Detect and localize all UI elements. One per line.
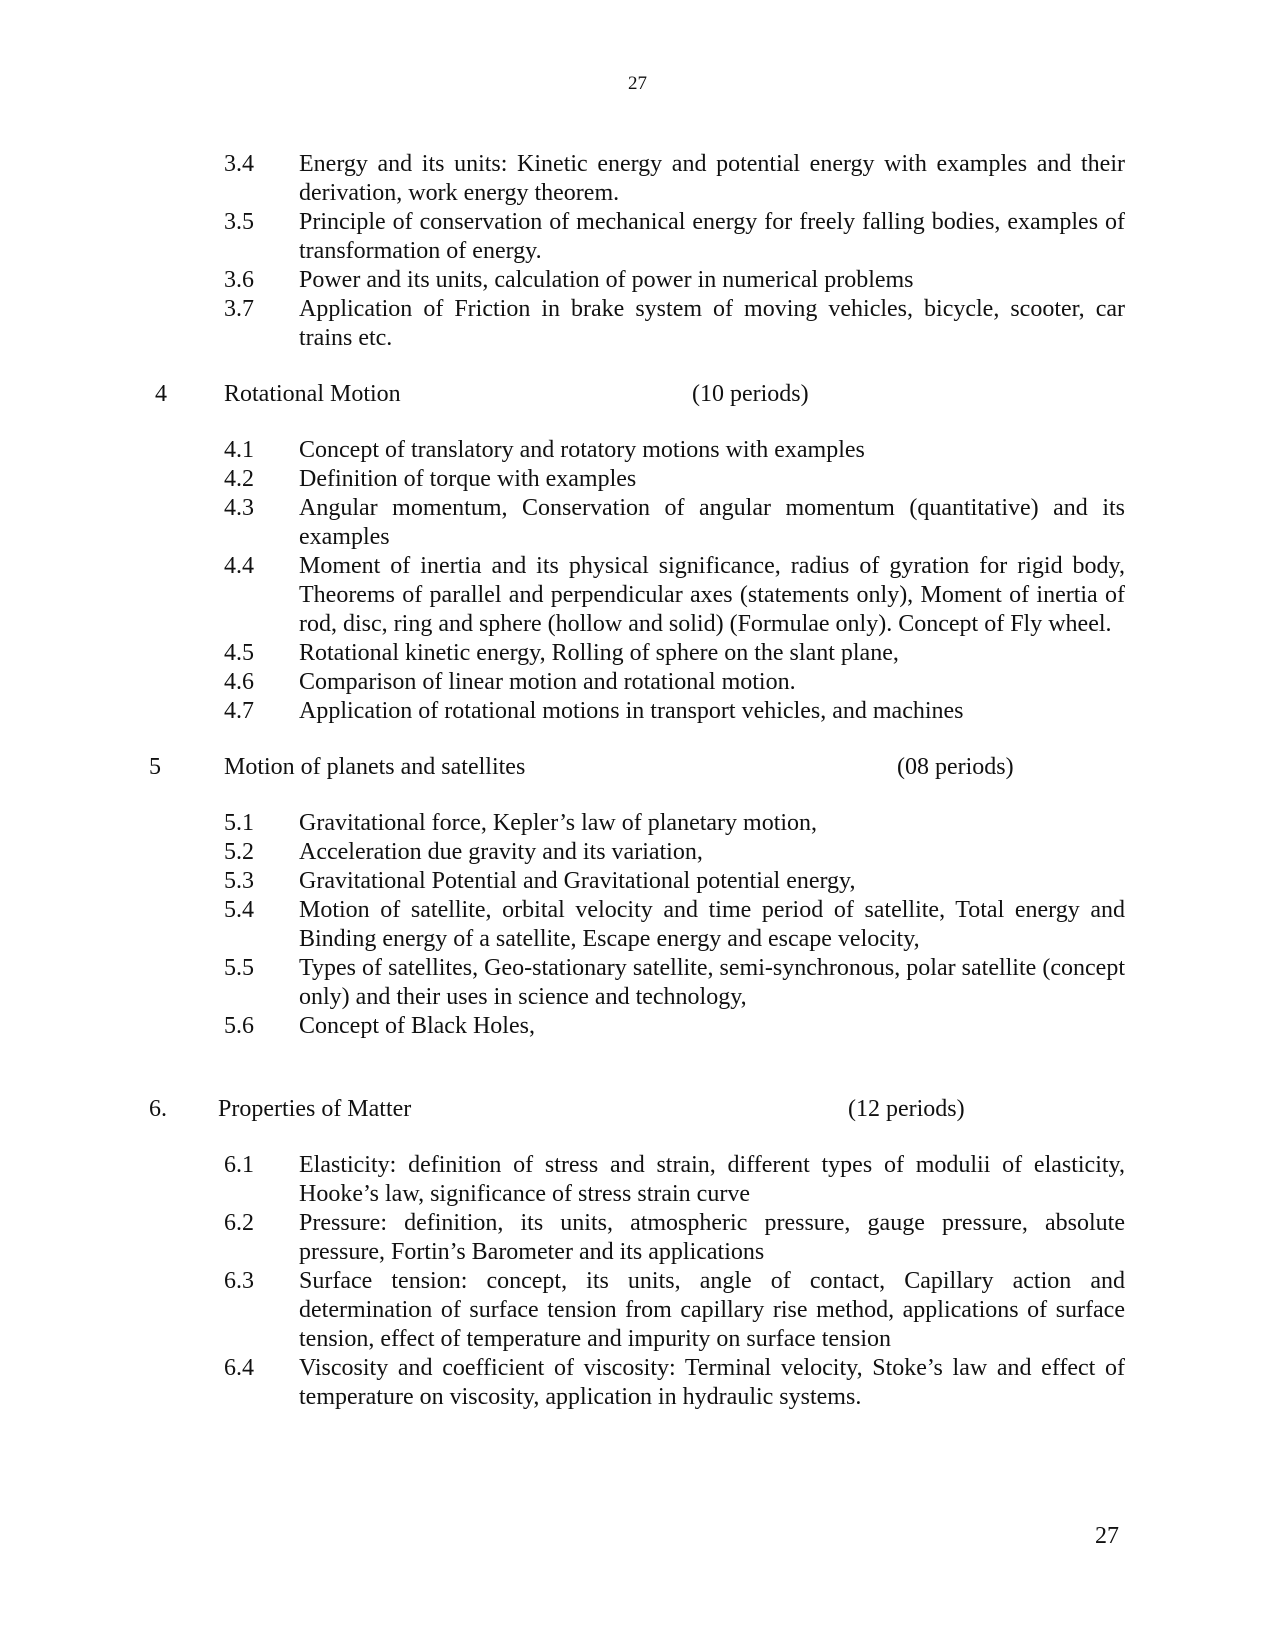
item-text: Surface tension: concept, its units, angle of contact, Capillary action and determination of surface tension from capillary rise method, applications of surface tension, effect of temperature and impurity on surface tension (299, 1268, 1125, 1352)
list-item (224, 896, 1125, 954)
list-item (224, 1151, 1125, 1209)
item-text: Moment of inertia and its physical significance, radius of gyration for rigid body, Theorems of parallel and perpendicular axes (statements only), Moment of inertia of rod, disc, ring and sphere (hollow and solid) (Formulae only). Concept of Fly wheel. (299, 553, 1125, 637)
section-periods: (10 periods) (692, 381, 809, 407)
section-heading (0, 1095, 1275, 1124)
list-item (224, 266, 1125, 295)
item-text: Power and its units, calculation of power in numerical problems (299, 267, 914, 293)
list-item (224, 552, 1125, 639)
item-number: 3.7 (224, 296, 254, 322)
item-text: Concept of translatory and rotatory motions with examples (299, 437, 865, 463)
section-number: 5 (149, 754, 161, 780)
section-heading (0, 753, 1275, 782)
item-text: Rotational kinetic energy, Rolling of sphere on the slant plane, (299, 640, 899, 666)
list-item (224, 494, 1125, 552)
item-number: 5.5 (224, 955, 254, 981)
item-text: Energy and its units: Kinetic energy and potential energy with examples and their derivation, work energy theorem. (299, 151, 1125, 206)
item-text: Comparison of linear motion and rotational motion. (299, 669, 796, 695)
list-item (224, 697, 1125, 726)
item-text: Types of satellites, Geo-stationary satellite, semi-synchronous, polar satellite (concept only) and their uses in science and technology, (299, 955, 1125, 1010)
item-number: 6.1 (224, 1152, 254, 1178)
list-item (224, 639, 1125, 668)
list-item (224, 436, 1125, 465)
page-number-bottom: 27 (1095, 1523, 1119, 1549)
item-number: 5.2 (224, 839, 254, 865)
item-text: Motion of satellite, orbital velocity and time period of satellite, Total energy and Binding energy of a satellite, Escape energy and escape velocity, (299, 897, 1125, 952)
item-text: Gravitational Potential and Gravitational potential energy, (299, 868, 856, 894)
item-number: 3.6 (224, 267, 254, 293)
item-text: Application of Friction in brake system of moving vehicles, bicycle, scooter, car trains etc. (299, 296, 1125, 351)
section-title: Rotational Motion (224, 381, 401, 407)
section-heading (0, 380, 1275, 409)
page-number-top: 27 (628, 73, 647, 94)
item-number: 6.2 (224, 1210, 254, 1236)
item-number: 3.4 (224, 151, 254, 177)
item-text: Viscosity and coefficient of viscosity: Terminal velocity, Stoke’s law and effect of temperature on viscosity, application in hydraulic systems. (299, 1355, 1125, 1410)
section-number: 4 (155, 381, 167, 407)
list-item (224, 838, 1125, 867)
list-item (224, 1267, 1125, 1354)
item-number: 4.1 (224, 437, 254, 463)
item-number: 5.1 (224, 810, 254, 836)
list-item (224, 1209, 1125, 1267)
item-text: Gravitational force, Kepler’s law of planetary motion, (299, 810, 818, 836)
list-item (224, 668, 1125, 697)
item-number: 4.7 (224, 698, 254, 724)
list-item (224, 809, 1125, 838)
section-periods: (08 periods) (897, 754, 1014, 780)
item-number: 3.5 (224, 209, 254, 235)
item-number: 6.3 (224, 1268, 254, 1294)
section-title: Properties of Matter (218, 1096, 412, 1122)
list-item (224, 867, 1125, 896)
list-item (224, 295, 1125, 353)
item-text: Concept of Black Holes, (299, 1013, 535, 1039)
section-title: Motion of planets and satellites (224, 754, 526, 780)
item-number: 4.6 (224, 669, 254, 695)
syllabus-content (0, 150, 1275, 1412)
item-number: 4.2 (224, 466, 254, 492)
item-text: Principle of conservation of mechanical energy for freely falling bodies, examples of transformation of energy. (299, 209, 1125, 264)
section-number: 6. (149, 1096, 167, 1122)
item-number: 6.4 (224, 1355, 254, 1381)
item-text: Application of rotational motions in transport vehicles, and machines (299, 698, 964, 724)
list-item (224, 150, 1125, 208)
item-number: 4.5 (224, 640, 254, 666)
item-number: 5.6 (224, 1013, 254, 1039)
item-text: Acceleration due gravity and its variation, (299, 839, 703, 865)
list-item (224, 1012, 1125, 1041)
item-text: Pressure: definition, its units, atmospheric pressure, gauge pressure, absolute pressure, Fortin’s Barometer and its applications (299, 1210, 1125, 1265)
item-number: 4.3 (224, 495, 254, 521)
list-item (224, 465, 1125, 494)
item-text: Angular momentum, Conservation of angular momentum (quantitative) and its examples (299, 495, 1125, 550)
item-number: 5.4 (224, 897, 254, 923)
item-text: Elasticity: definition of stress and strain, different types of modulii of elasticity, Hooke’s law, significance of stress strain curve (299, 1152, 1125, 1207)
list-item (224, 1354, 1125, 1412)
section-periods: (12 periods) (848, 1096, 965, 1122)
list-item (224, 208, 1125, 266)
item-text: Definition of torque with examples (299, 466, 637, 492)
list-item (224, 954, 1125, 1012)
item-number: 5.3 (224, 868, 254, 894)
item-number: 4.4 (224, 553, 254, 579)
